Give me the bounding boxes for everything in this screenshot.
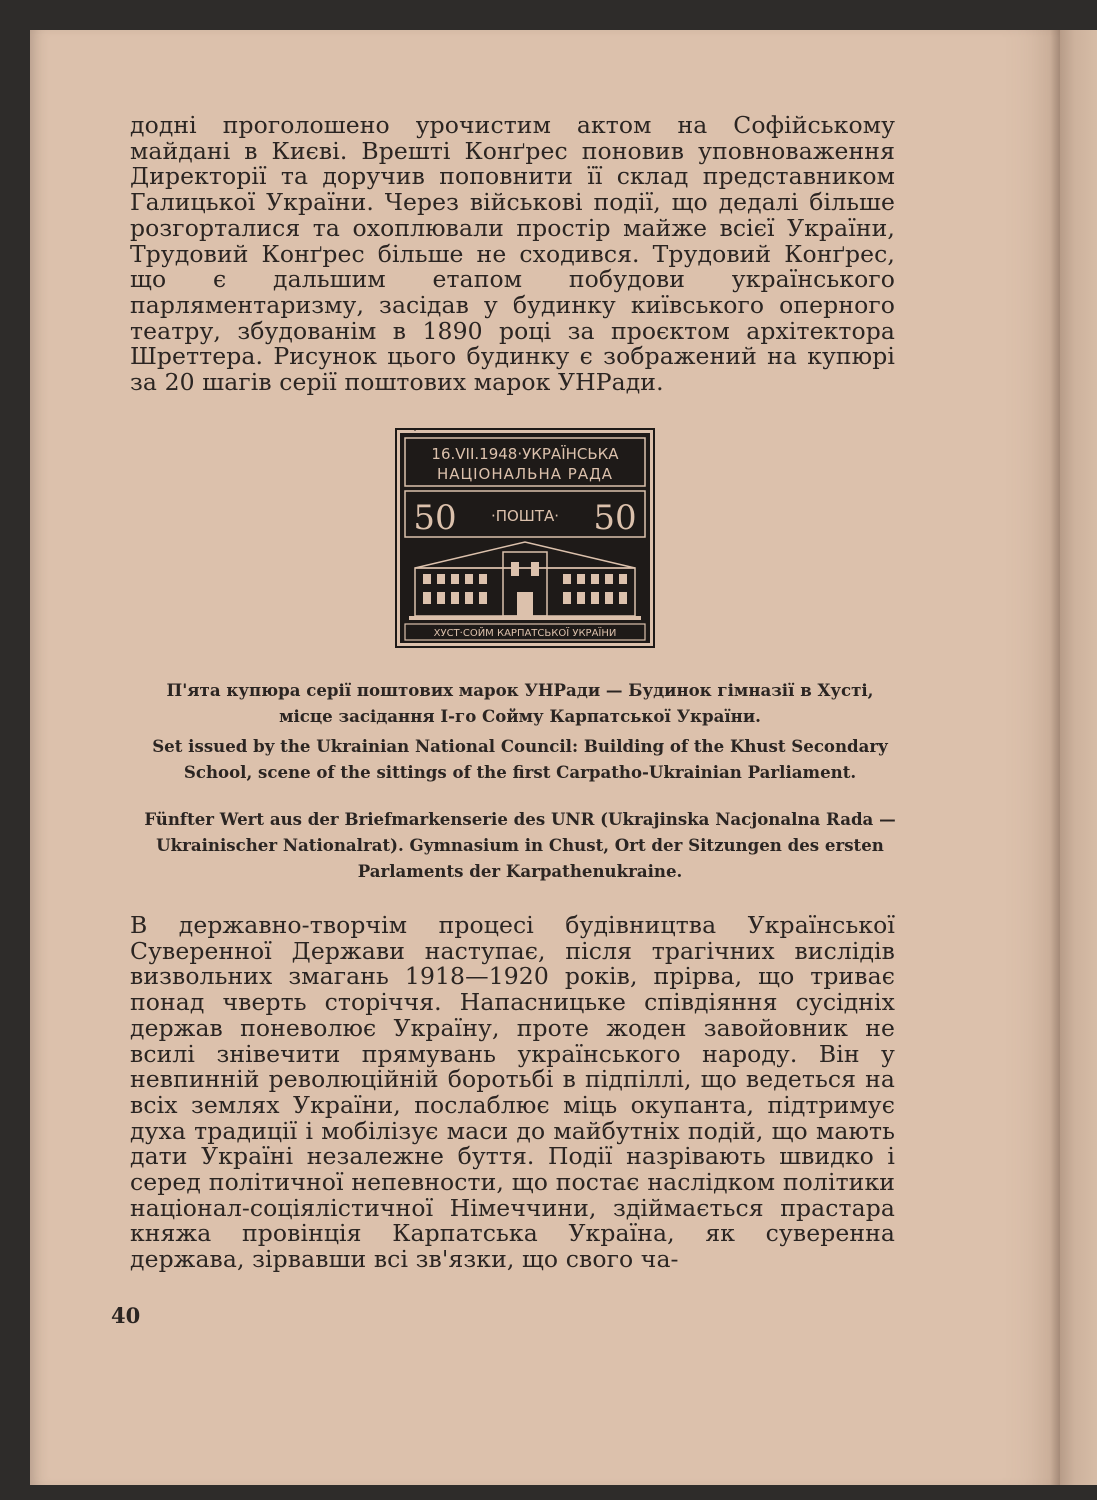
stamp-value-right: 50	[593, 498, 637, 538]
body-paragraph-2: В державно-творчім процесі будівництва Української Суверенної Держави наступає, після трагічних вислідів визвольних змагань 1918—1920 років, прірва, що триває понад чверть сторіччя. Напасницьке співдіяння сусідніх держав поневолює Україну, проте жоден завойовник не всилі знівечити прямувань українського народу. Він у невпинній революційній боротьбі в підпіллі, що ведеться на всіх землях України, послаблює міць окупанта, підтримує духа традиції і мобілізує маси до майбутніх подій, що мають дати Україні незалежне буття. Події назрівають швидко і серед політичної непевности, що постає наслідком політики націонал-соціялістичної Німеччини, здіймається прастара княжа провінція Карпатська Україна, як суверенна держава, зірвавши всі зв'язки, що свого ча-	[130, 911, 895, 1274]
body-paragraph-1: додні проголошено урочистим актом на Софійському майдані в Києві. Врешті Конґрес поновив уповноваження Директорії та доручив поповнити її склад представником Галицької України. Через військові події, що дедалі більше розгорталися та охоплювали простір майже всієї України, Трудовий Конґрес більше не сходився. Трудовий Конґрес, що є дальшим етапом побудови українського парляментаризму, засідав у будинку київського оперного театру, збудованім в 1890 році за проєктом архітектора Шреттера. Рисунок цього будинку є зображений на купюрі за 20 шагів серії поштових марок УНРади.	[130, 111, 895, 397]
caption-ukrainian: П'ята купюра серії поштових марок УНРади — Будинок гімназії в Хусті, місце засідання І-го Сойму Карпатської України.	[166, 680, 874, 726]
caption-german: Fünfter Wert aus der Briefmarkenserie des UNR (Ukrajinska Nacjonalna Rada — Ukrainischer Nationalrat). Gymnasium in Chust, Ort der Sitzungen des ersten Parlaments der Karpathenukraine.	[144, 809, 896, 881]
stamp-title-line-1: 16.VII.1948·УКРАЇНСЬКА	[431, 445, 619, 463]
stamp-value-left: 50	[413, 498, 457, 538]
stamp-bottom-text: ХУСТ·СОЙМ КАРПАТСЬКОЇ УКРАЇНИ	[433, 628, 617, 639]
stamp-post-label: ·ПОШТА·	[490, 507, 560, 525]
stamp-svg	[395, 428, 655, 648]
book-spine	[1060, 30, 1097, 1485]
caption-english: Set issued by the Ukrainian National Council: Building of the Khust Secondary School, scene of the sittings of the first Carpatho-Ukrainian Parliament.	[152, 736, 888, 782]
stamp-illustration	[395, 428, 655, 648]
stamp-title-line-2: НАЦІОНАЛЬНА РАДА	[436, 465, 614, 483]
page-number: 40	[111, 1303, 141, 1328]
